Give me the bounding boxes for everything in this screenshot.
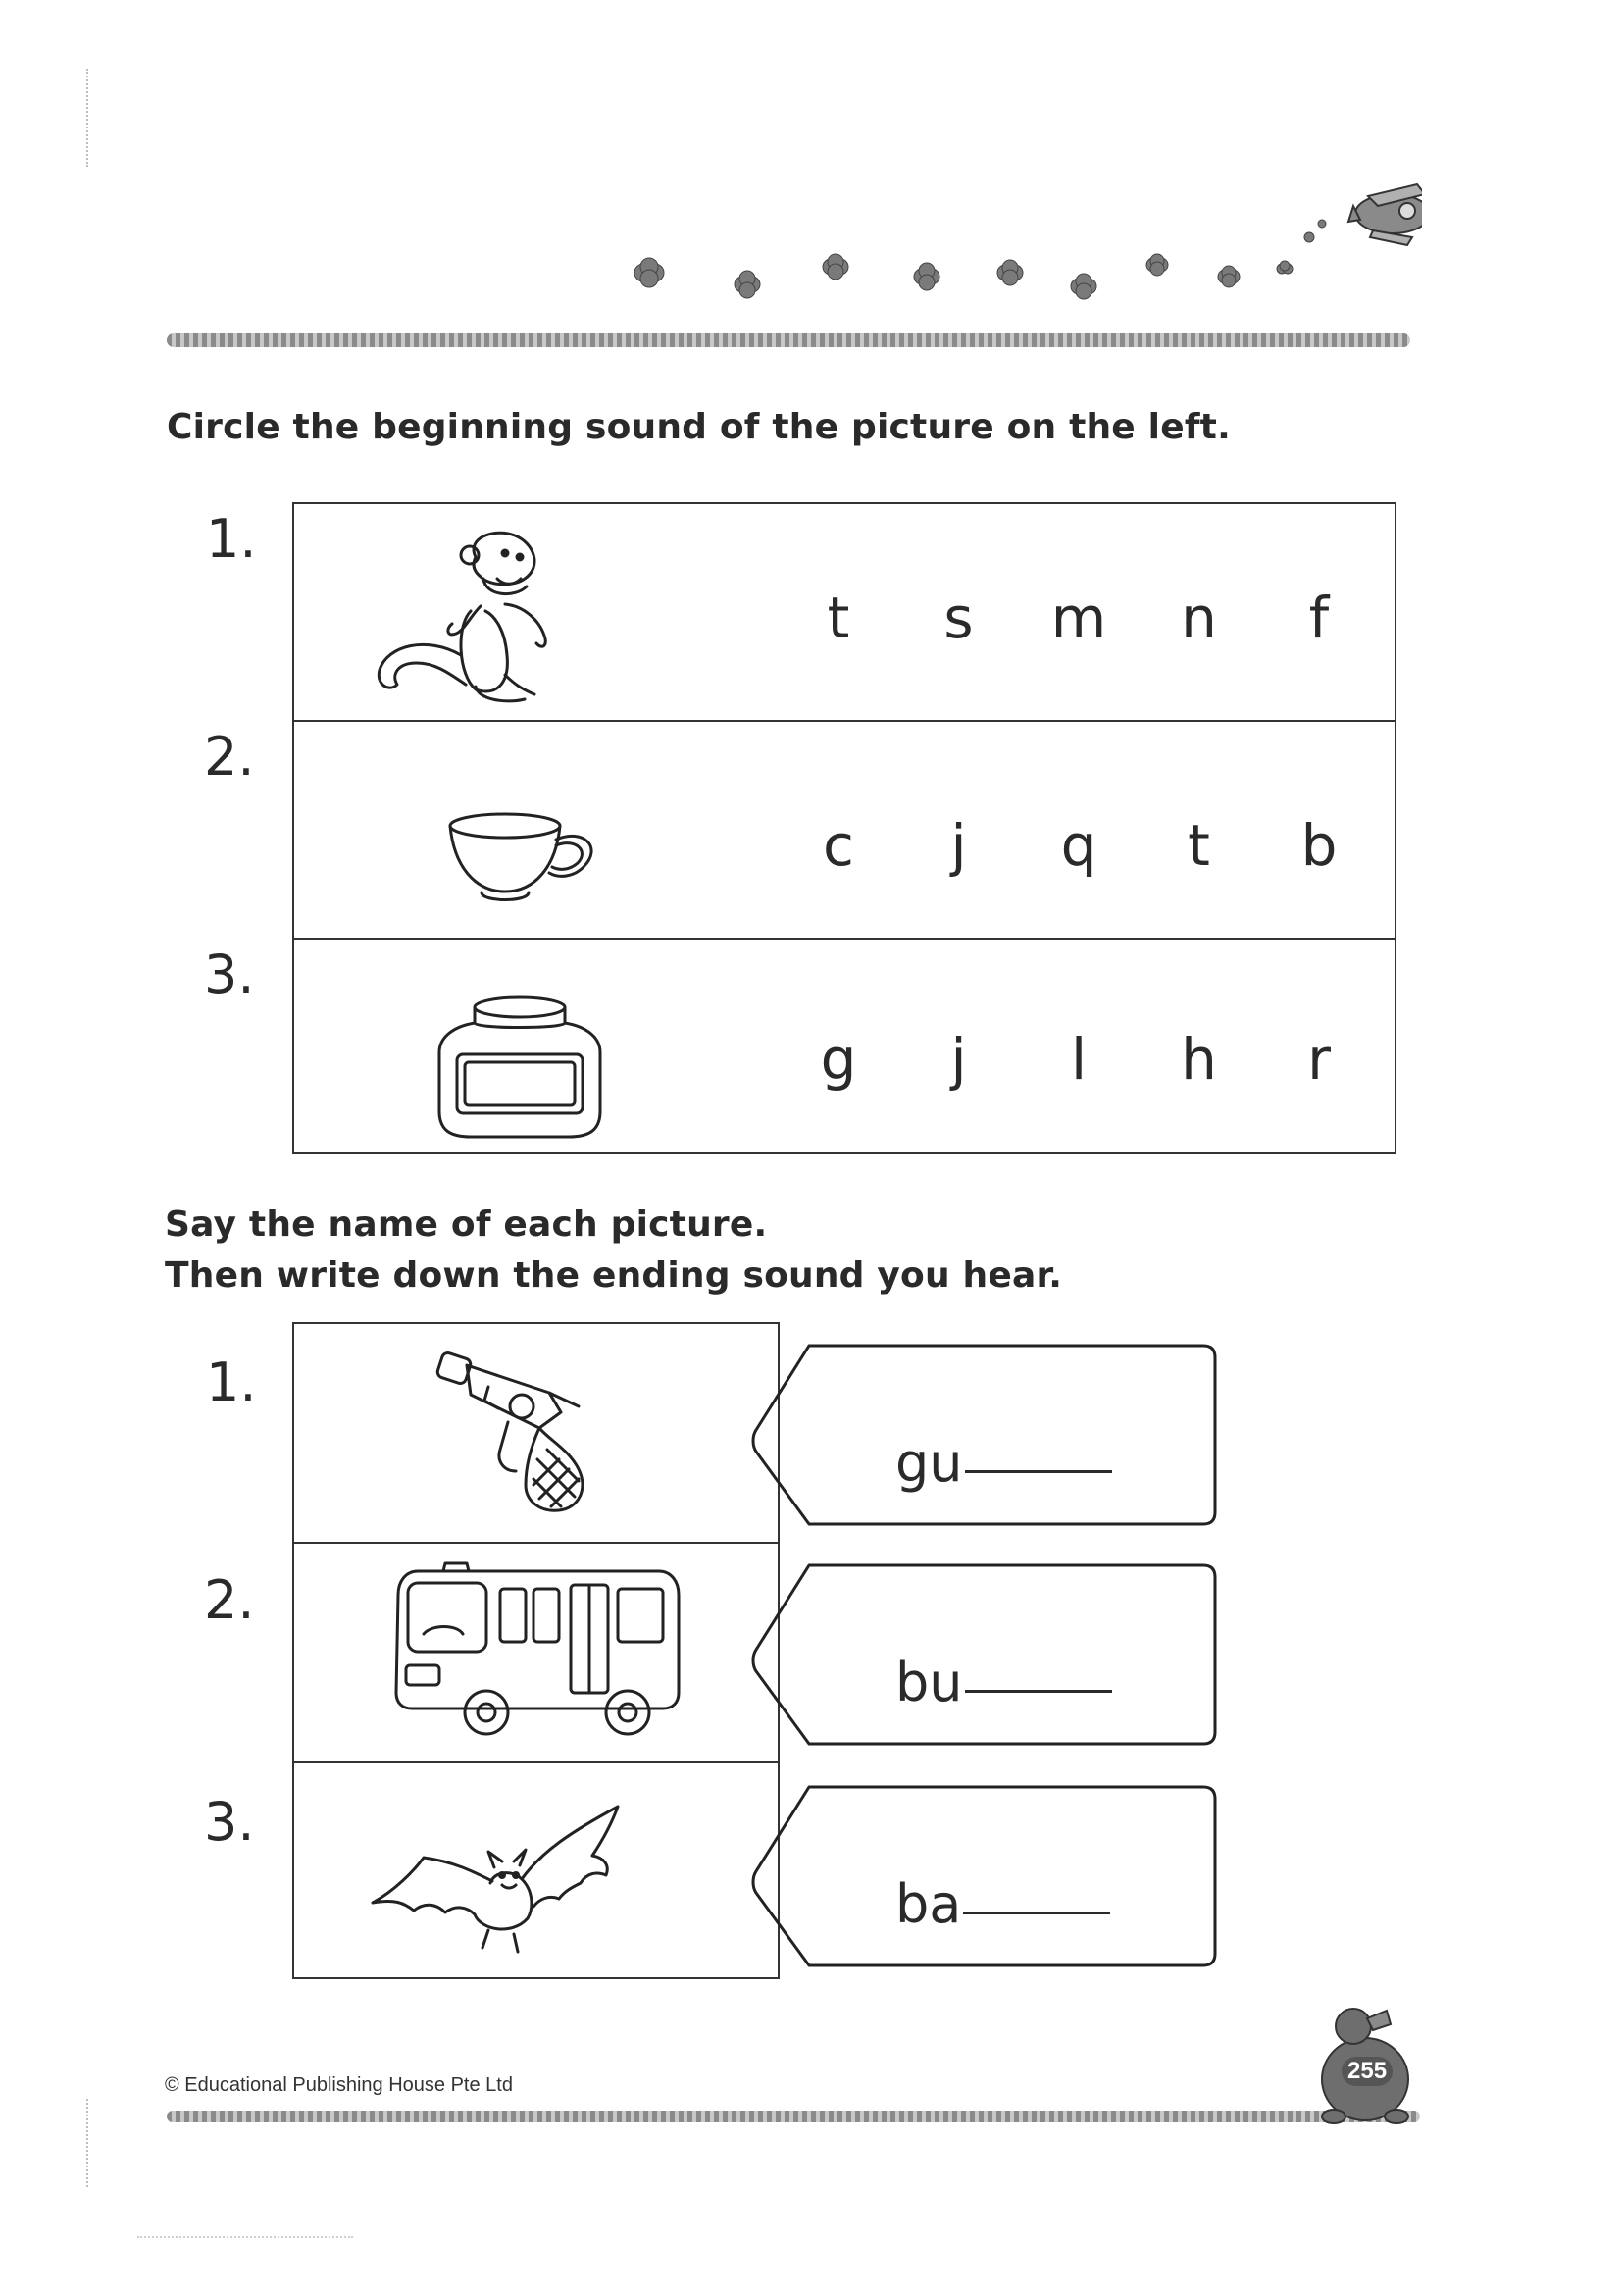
- top-rope-divider: [167, 333, 1410, 347]
- flower-icon: [914, 263, 939, 290]
- letter-option[interactable]: f: [1308, 585, 1330, 651]
- blank-line: [965, 1690, 1112, 1693]
- flower-icon: [1071, 274, 1096, 299]
- flower-icon: [1218, 266, 1240, 287]
- letter-option[interactable]: l: [1070, 1026, 1088, 1093]
- bottom-rope-divider: [167, 2111, 1420, 2122]
- scan-artifact: [137, 2236, 353, 2242]
- cup-icon: [446, 808, 613, 916]
- row-number: 3.: [204, 943, 255, 1005]
- flower-icon: [634, 258, 664, 287]
- flower-icon: [1277, 261, 1293, 274]
- letter-option[interactable]: n: [1181, 585, 1217, 651]
- row-number: 2.: [204, 1569, 255, 1631]
- letter-option[interactable]: q: [1060, 812, 1097, 879]
- bat-icon: [365, 1793, 659, 1969]
- letter-option[interactable]: c: [823, 812, 854, 879]
- letter-option[interactable]: j: [950, 812, 967, 879]
- flower-icon: [735, 271, 760, 298]
- row-number: 2.: [204, 726, 255, 788]
- letter-choices: [804, 1026, 1353, 1093]
- page-number: 255: [1342, 2057, 1393, 2086]
- blank-line: [963, 1912, 1110, 1914]
- answer-tag: [750, 1783, 1218, 1969]
- letter-option[interactable]: j: [950, 1026, 967, 1093]
- page-number-badge: [1304, 2001, 1422, 2128]
- row-divider: [294, 1542, 778, 1544]
- table-row: [294, 938, 1395, 1153]
- table-row: [294, 504, 1395, 720]
- letter-choices: [804, 812, 1353, 879]
- copyright-text: © Educational Publishing House Pte Ltd: [165, 2074, 513, 2096]
- airplane-icon: [1348, 184, 1422, 245]
- gun-icon: [431, 1342, 628, 1528]
- bus-icon: [388, 1555, 683, 1752]
- answer-field[interactable]: [895, 1652, 1112, 1713]
- section1-instruction: Circle the beginning sound of the picture on the left.: [167, 407, 1231, 447]
- word-prefix: ba: [895, 1873, 962, 1935]
- monkey-icon: [368, 518, 564, 714]
- row-divider: [294, 1761, 778, 1763]
- letter-choices: [804, 585, 1353, 651]
- blank-line: [965, 1470, 1112, 1473]
- answer-field[interactable]: [895, 1873, 1110, 1935]
- beginning-sound-table: [292, 502, 1396, 1154]
- flower-icon: [997, 260, 1023, 285]
- letter-option[interactable]: h: [1181, 1026, 1217, 1093]
- word-prefix: gu: [895, 1432, 963, 1494]
- jar-icon: [431, 994, 608, 1141]
- letter-option[interactable]: s: [943, 585, 974, 651]
- flower-icon: [823, 254, 848, 280]
- scan-artifact: [86, 2099, 94, 2187]
- word-prefix: bu: [895, 1652, 963, 1713]
- answer-tag: [750, 1561, 1218, 1748]
- row-number: 1.: [206, 508, 257, 570]
- flower-icon: [1146, 254, 1168, 276]
- letter-option[interactable]: b: [1300, 812, 1338, 879]
- letter-option[interactable]: r: [1307, 1026, 1331, 1093]
- ending-sound-pictures: [292, 1322, 780, 1979]
- scan-artifact: [86, 69, 94, 167]
- letter-option[interactable]: t: [1188, 812, 1210, 879]
- letter-option[interactable]: m: [1050, 585, 1107, 651]
- letter-option[interactable]: g: [820, 1026, 857, 1093]
- table-row: [294, 720, 1395, 938]
- row-number: 1.: [206, 1351, 257, 1413]
- row-number: 3.: [204, 1791, 255, 1853]
- letter-option[interactable]: t: [827, 585, 850, 651]
- section2-instruction-line1: Say the name of each picture.: [165, 1204, 768, 1245]
- section2-instruction-line2: Then write down the ending sound you hear.: [165, 1255, 1063, 1296]
- answer-field[interactable]: [895, 1432, 1112, 1494]
- answer-tag: [750, 1342, 1218, 1528]
